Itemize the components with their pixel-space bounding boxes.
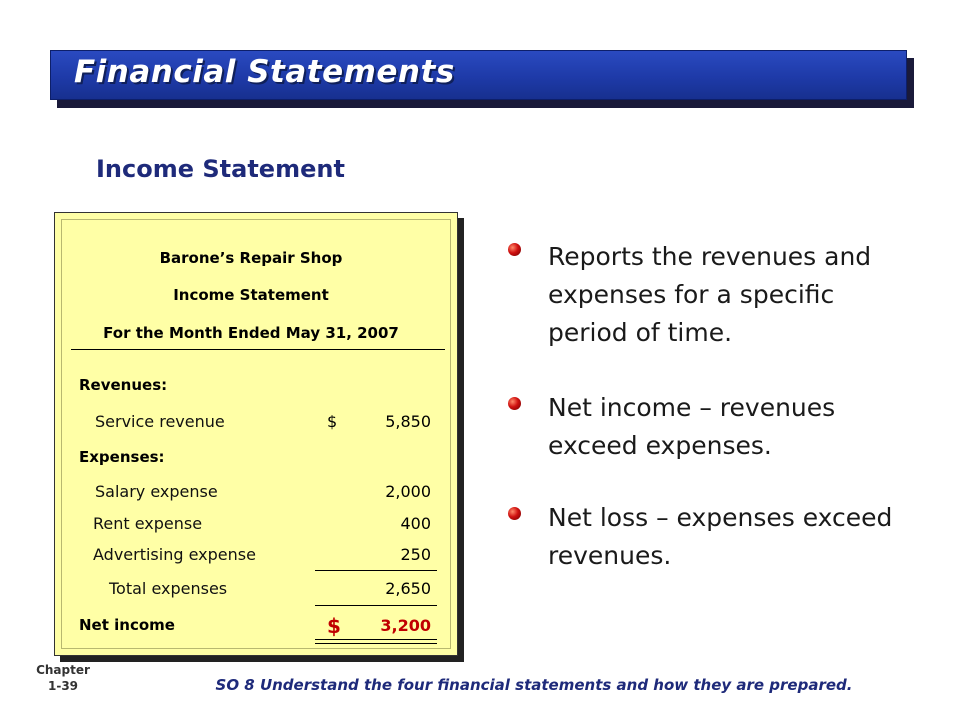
bullet-icon [508,243,521,256]
slide-title: Financial Statements [74,54,455,90]
chapter-number [28,662,98,694]
expense-value: 400 [400,514,431,533]
expense-label: Advertising expense [93,545,256,564]
service-revenue-value: 5,850 [385,412,431,431]
total-expenses-label: Total expenses [109,579,228,598]
statement-period: For the Month Ended May 31, 2007 [103,324,399,342]
service-revenue-currency: $ [327,412,338,431]
net-income-value: 3,200 [380,616,431,635]
bullet-text: Net loss – expenses exceed revenues. [548,503,893,570]
expense-label: Salary expense [95,482,218,501]
expense-label: Rent expense [93,514,203,533]
total-expenses-value: 2,650 [385,579,431,598]
chapter-label: Chapter [36,663,90,677]
statement-name: Income Statement [173,286,329,304]
study-objective-footer: SO 8 Understand the four financial statements and how they are prepared. [215,676,853,694]
bullet-icon [508,507,521,520]
expenses-label: Expenses: [79,448,165,466]
expense-value: 250 [400,545,431,564]
net-income-double-rule-top [315,639,437,640]
net-income-double-rule-bottom [315,643,437,644]
revenues-label: Revenues: [79,376,168,394]
net-income-currency: $ [327,614,341,638]
income-statement-panel [54,212,458,656]
net-income-top-rule [315,605,437,606]
bullet-icon [508,397,521,410]
bullet-text: Net income – revenues exceed expenses. [548,393,836,460]
bullet-text: Reports the revenues and expenses for a specific period of time. [548,242,872,347]
header-rule [71,349,445,350]
service-revenue-label: Service revenue [95,412,225,431]
company-name: Barone’s Repair Shop [159,249,343,267]
chapter-page: 1-39 [47,679,79,693]
expenses-subtotal-rule [315,570,437,571]
slide-subtitle: Income Statement [96,155,345,183]
expense-value: 2,000 [385,482,431,501]
net-income-label: Net income [79,616,175,634]
